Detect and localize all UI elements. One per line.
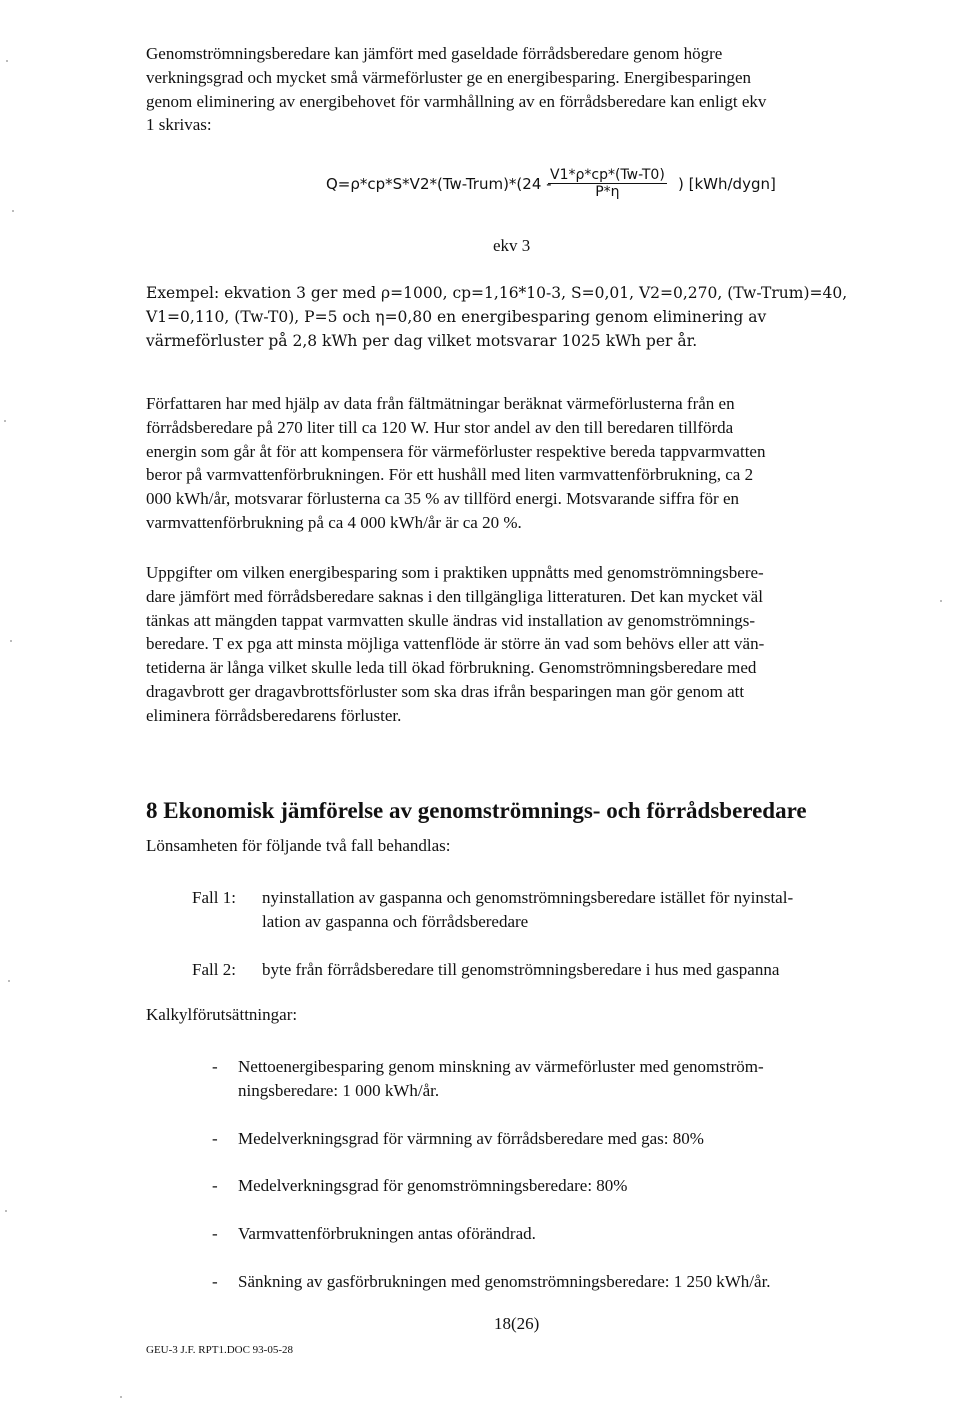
text-line: värmeförluster på 2,8 kWh per dag vilket motsvarar 1025 kWh per år. <box>146 332 698 350</box>
text-line: eliminera förrådsberedarens förluster. <box>146 705 402 725</box>
scan-speck <box>6 60 8 62</box>
list-item-text: Varmvattenförbrukningen antas oförändrad. <box>238 1224 536 1243</box>
case-text: byte från förrådsberedare till genomströmningsberedare i hus med gaspanna <box>262 960 780 979</box>
section-heading: 8 Ekonomisk jämförelse av genomströmnings- och förrådsberedare <box>146 798 807 823</box>
text-line: förrådsberedare på 270 liter till ca 120 W. Hur stor andel av den till beredaren tillförda <box>146 417 734 437</box>
text-line: beror på varmvattenförbrukningen. För ett hushåll med liten varmvattenförbrukning, ca 2 <box>146 465 754 485</box>
equation-numerator: V1*ρ*cp*(Tw-T0) <box>550 167 665 183</box>
bullet-dash: - <box>212 1176 218 1195</box>
equation-lhs: Q=ρ*cp*S*V2*(Tw-Trum)*(24 - <box>326 175 552 193</box>
text-line: energin som går åt för att kompensera för värmeförluster respektive bereda tappvarmvatten <box>146 441 766 461</box>
text-line: Exempel: ekvation 3 ger med ρ=1000, cp=1,16*10-3, S=0,01, V2=0,270, (Tw-Trum)=40, <box>146 284 848 302</box>
text-line: ningsberedare: 1 000 kWh/år. <box>238 1081 440 1100</box>
text-line: Uppgifter om vilken energibesparing som i praktiken uppnåtts med genomströmningsbere- <box>146 563 764 582</box>
text-line: dragavbrott ger dragavbrottsförluster som ska dras ifrån besparingen man gör genom att <box>146 681 745 701</box>
list-item-text: Medelverkningsgrad för genomströmningsberedare: 80% <box>238 1176 628 1195</box>
section-intro: Lönsamheten för följande två fall behandlas: <box>146 836 451 855</box>
text-line: dare jämfört med förrådsberedare saknas i den tillgängliga litteraturen. Det kan mycket väl <box>146 586 763 606</box>
list-item-text: Medelverkningsgrad för värmning av förrådsberedare med gas: 80% <box>238 1129 704 1148</box>
scan-speck <box>10 640 12 642</box>
case-text <box>262 886 793 934</box>
text-line: V1=0,110, (Tw-T0), P=5 och η=0,80 en energibesparing genom eliminering av <box>146 308 767 326</box>
case-label: Fall 2: <box>192 960 236 979</box>
list-item-text: Sänkning av gasförbrukningen med genomströmningsberedare: 1 250 kWh/år. <box>238 1272 771 1291</box>
case-label: Fall 1: <box>192 888 236 907</box>
scan-speck <box>5 1210 7 1212</box>
text-line: 000 kWh/år, motsvarar förlusterna ca 35 % av tillförd energi. Motsvarande siffra för en <box>146 489 740 509</box>
scan-speck <box>940 600 942 602</box>
text-line: 1 skrivas: <box>146 115 212 135</box>
page-number: 18(26) <box>494 1314 540 1333</box>
equation-fraction <box>548 167 667 200</box>
text-line: beredare. T ex pga att minsta möjliga vattenflöde är större än vad som behövs eller att vän- <box>146 634 765 654</box>
equation-rhs: ) [kWh/dygn] <box>678 175 776 193</box>
text-line: Nettoenergibesparing genom minskning av värmeförluster med genomström- <box>238 1057 764 1076</box>
text-line: nyinstallation av gaspanna och genomströmningsberedare istället för nyinstal- <box>262 888 794 907</box>
text-line: Genomströmningsberedare kan jämfört med gaseldade förrådsberedare genom högre <box>146 44 723 63</box>
paragraph-losses <box>146 392 886 535</box>
scan-speck <box>12 210 14 212</box>
assumptions-heading: Kalkylförutsättningar: <box>146 1005 298 1024</box>
text-line: Författaren har med hjälp av data från fältmätningar beräknat värmeförlusterna från en <box>146 394 735 413</box>
bullet-dash: - <box>212 1129 218 1148</box>
document-footer: GEU-3 J.F. RPT1.DOC 93-05-28 <box>146 1344 294 1356</box>
text-line: genom eliminering av energibehovet för varmhållning av en förrådsberedare kan enligt ekv <box>146 91 767 111</box>
text-line: verkningsgrad och mycket små värmeförluster ge en energibesparing. Energibesparingen <box>146 67 752 87</box>
text-line: lation av gaspanna och förrådsberedare <box>262 912 529 931</box>
equation-label: ekv 3 <box>493 236 531 255</box>
text-line: tetiderna är långa vilket skulle leda till ökad förbrukning. Genomströmningsberedare med <box>146 658 757 678</box>
equation-denominator: P*η <box>595 184 620 200</box>
text-line: tänkas att mängden tappat varmvatten skulle ändras vid installation av genomströmnings- <box>146 610 756 630</box>
bullet-dash: - <box>212 1224 218 1243</box>
scan-speck <box>120 1396 122 1398</box>
bullet-dash: - <box>212 1057 218 1076</box>
scan-speck <box>8 980 10 982</box>
text-line: varmvattenförbrukning på ca 4 000 kWh/år är ca 20 %. <box>146 512 522 532</box>
paragraph-savings <box>146 561 886 728</box>
list-item-text <box>238 1055 764 1103</box>
paragraph-intro <box>146 42 886 137</box>
scan-speck <box>4 420 6 422</box>
bullet-dash: - <box>212 1272 218 1291</box>
paragraph-example <box>146 281 886 353</box>
